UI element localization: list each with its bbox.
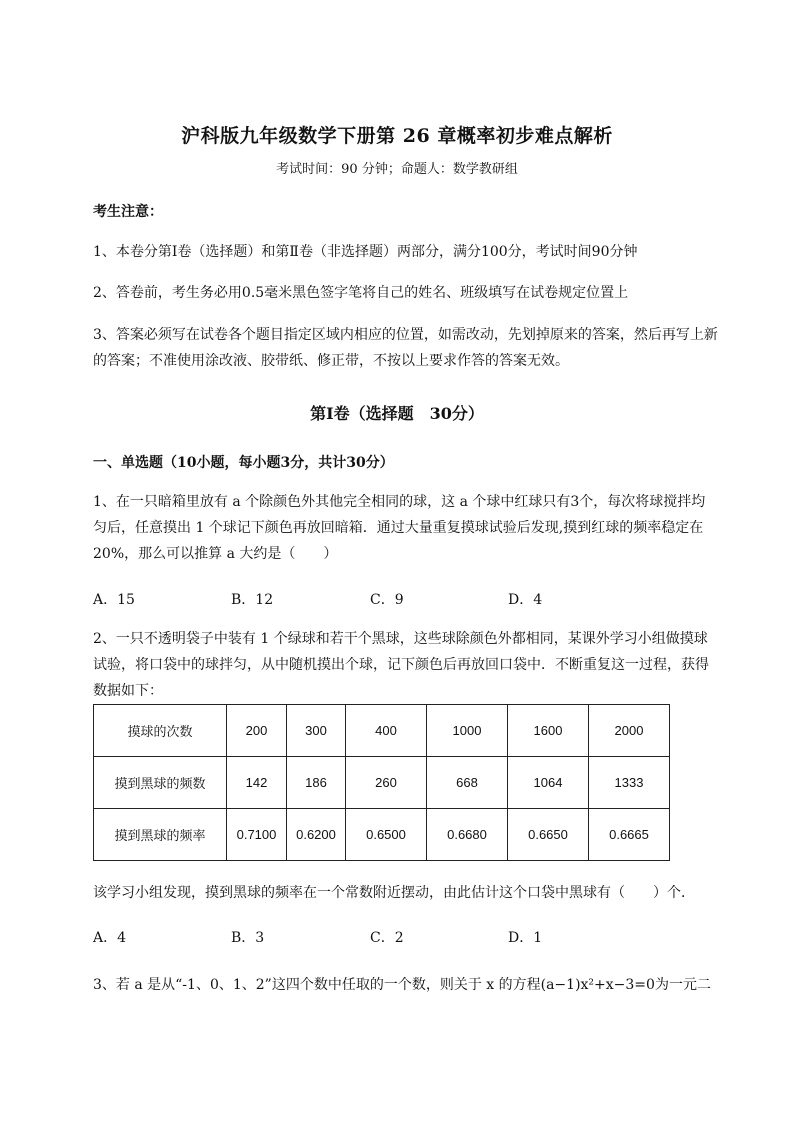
q3-line-1 <box>93 975 711 995</box>
q2-line-1: 2、一只不透明袋子中装有 1 个绿球和若干个黑球，这些球除颜色外都相同，某课外学习小组做摸球 <box>93 631 708 647</box>
table-row <box>94 809 670 861</box>
q1-option-d: D．4 <box>508 592 543 608</box>
part-title: 一、单选题（10小题，每小题3分，共计30分） <box>93 455 394 471</box>
table-cell: 260 <box>346 757 427 809</box>
notice-item-3-cont: 的答案；不准使用涂改液、胶带纸、修正带，不按以上要求作答的答案无效。 <box>93 353 569 369</box>
table-cell: 300 <box>287 705 346 757</box>
table-cell: 0.6500 <box>346 809 427 861</box>
q2-option-c: C．2 <box>370 930 404 946</box>
table-cell: 668 <box>427 757 508 809</box>
table-cell: 0.6680 <box>427 809 508 861</box>
table-cell: 400 <box>346 705 427 757</box>
table-cell: 0.6200 <box>287 809 346 861</box>
q3-equation: (a−1)x²+x−3=0 <box>540 977 655 993</box>
q2-option-b: B．3 <box>231 930 265 946</box>
q2-line-2: 试验，将口袋中的球拌匀，从中随机摸出个球，记下颜色后再放回口袋中．不断重复这一过程，获得 <box>93 657 709 673</box>
q1-option-c: C．9 <box>370 592 404 608</box>
table-row-label: 摸到黑球的频数 <box>94 757 227 809</box>
q2-line-3: 数据如下： <box>93 683 163 699</box>
table-cell: 0.7100 <box>227 809 287 861</box>
table-row <box>94 757 670 809</box>
q2-conclusion: 该学习小组发现，摸到黑球的频率在一个常数附近摆动，由此估计这个口袋中黑球有（ ）个． <box>93 885 695 901</box>
table-cell: 0.6665 <box>589 809 670 861</box>
section-title: 第Ⅰ卷（选择题 30分） <box>310 404 484 423</box>
notice-item-2: 2、答卷前，考生务必用0.5毫米黑色签字笔将自己的姓名、班级填写在试卷规定位置上 <box>93 285 629 301</box>
q2-option-d: D．1 <box>508 930 543 946</box>
q1-line-2: 匀后，任意摸出 1 个球记下颜色再放回暗箱．通过大量重复摸球试验后发现,摸到红球的频率稳定在 <box>93 520 704 536</box>
notice-heading: 考生注意： <box>93 204 163 220</box>
q1-line-1: 1、在一只暗箱里放有 a 个除颜色外其他完全相同的球，这 a 个球中红球只有3个，每次将球搅拌均 <box>93 494 706 510</box>
table-cell: 1600 <box>508 705 589 757</box>
q3-text-after: 为一元二 <box>654 977 711 993</box>
page-title: 沪科版九年级数学下册第 26 章概率初步难点解析 <box>181 125 613 147</box>
q2-option-a: A．4 <box>93 930 127 946</box>
table-cell: 200 <box>227 705 287 757</box>
exam-subtitle: 考试时间：90 分钟；命题人：数学教研组 <box>276 162 518 177</box>
q1-line-3: 20%，那么可以推算 a 大约是（ ） <box>93 546 338 562</box>
table-cell: 2000 <box>589 705 670 757</box>
table-cell: 1333 <box>589 757 670 809</box>
table-cell: 1064 <box>508 757 589 809</box>
q3-text-before: 3、若 a 是从“-1、0、1、2”这四个数中任取的一个数，则关于 x 的方程 <box>93 977 541 993</box>
table-row-label: 摸球的次数 <box>94 705 227 757</box>
table-cell: 1000 <box>427 705 508 757</box>
frequency-table <box>93 704 670 861</box>
table-cell: 186 <box>287 757 346 809</box>
notice-item-3: 3、答案必须写在试卷各个题目指定区域内相应的位置，如需改动，先划掉原来的答案，然后再写上新 <box>93 327 718 343</box>
table-row <box>94 705 670 757</box>
table-row-label: 摸到黑球的频率 <box>94 809 227 861</box>
q1-option-a: A．15 <box>93 592 135 608</box>
q1-option-b: B．12 <box>231 592 274 608</box>
notice-item-1: 1、本卷分第Ⅰ卷（选择题）和第Ⅱ卷（非选择题）两部分，满分100分，考试时间90分钟 <box>93 244 638 260</box>
table-cell: 0.6650 <box>508 809 589 861</box>
table-cell: 142 <box>227 757 287 809</box>
